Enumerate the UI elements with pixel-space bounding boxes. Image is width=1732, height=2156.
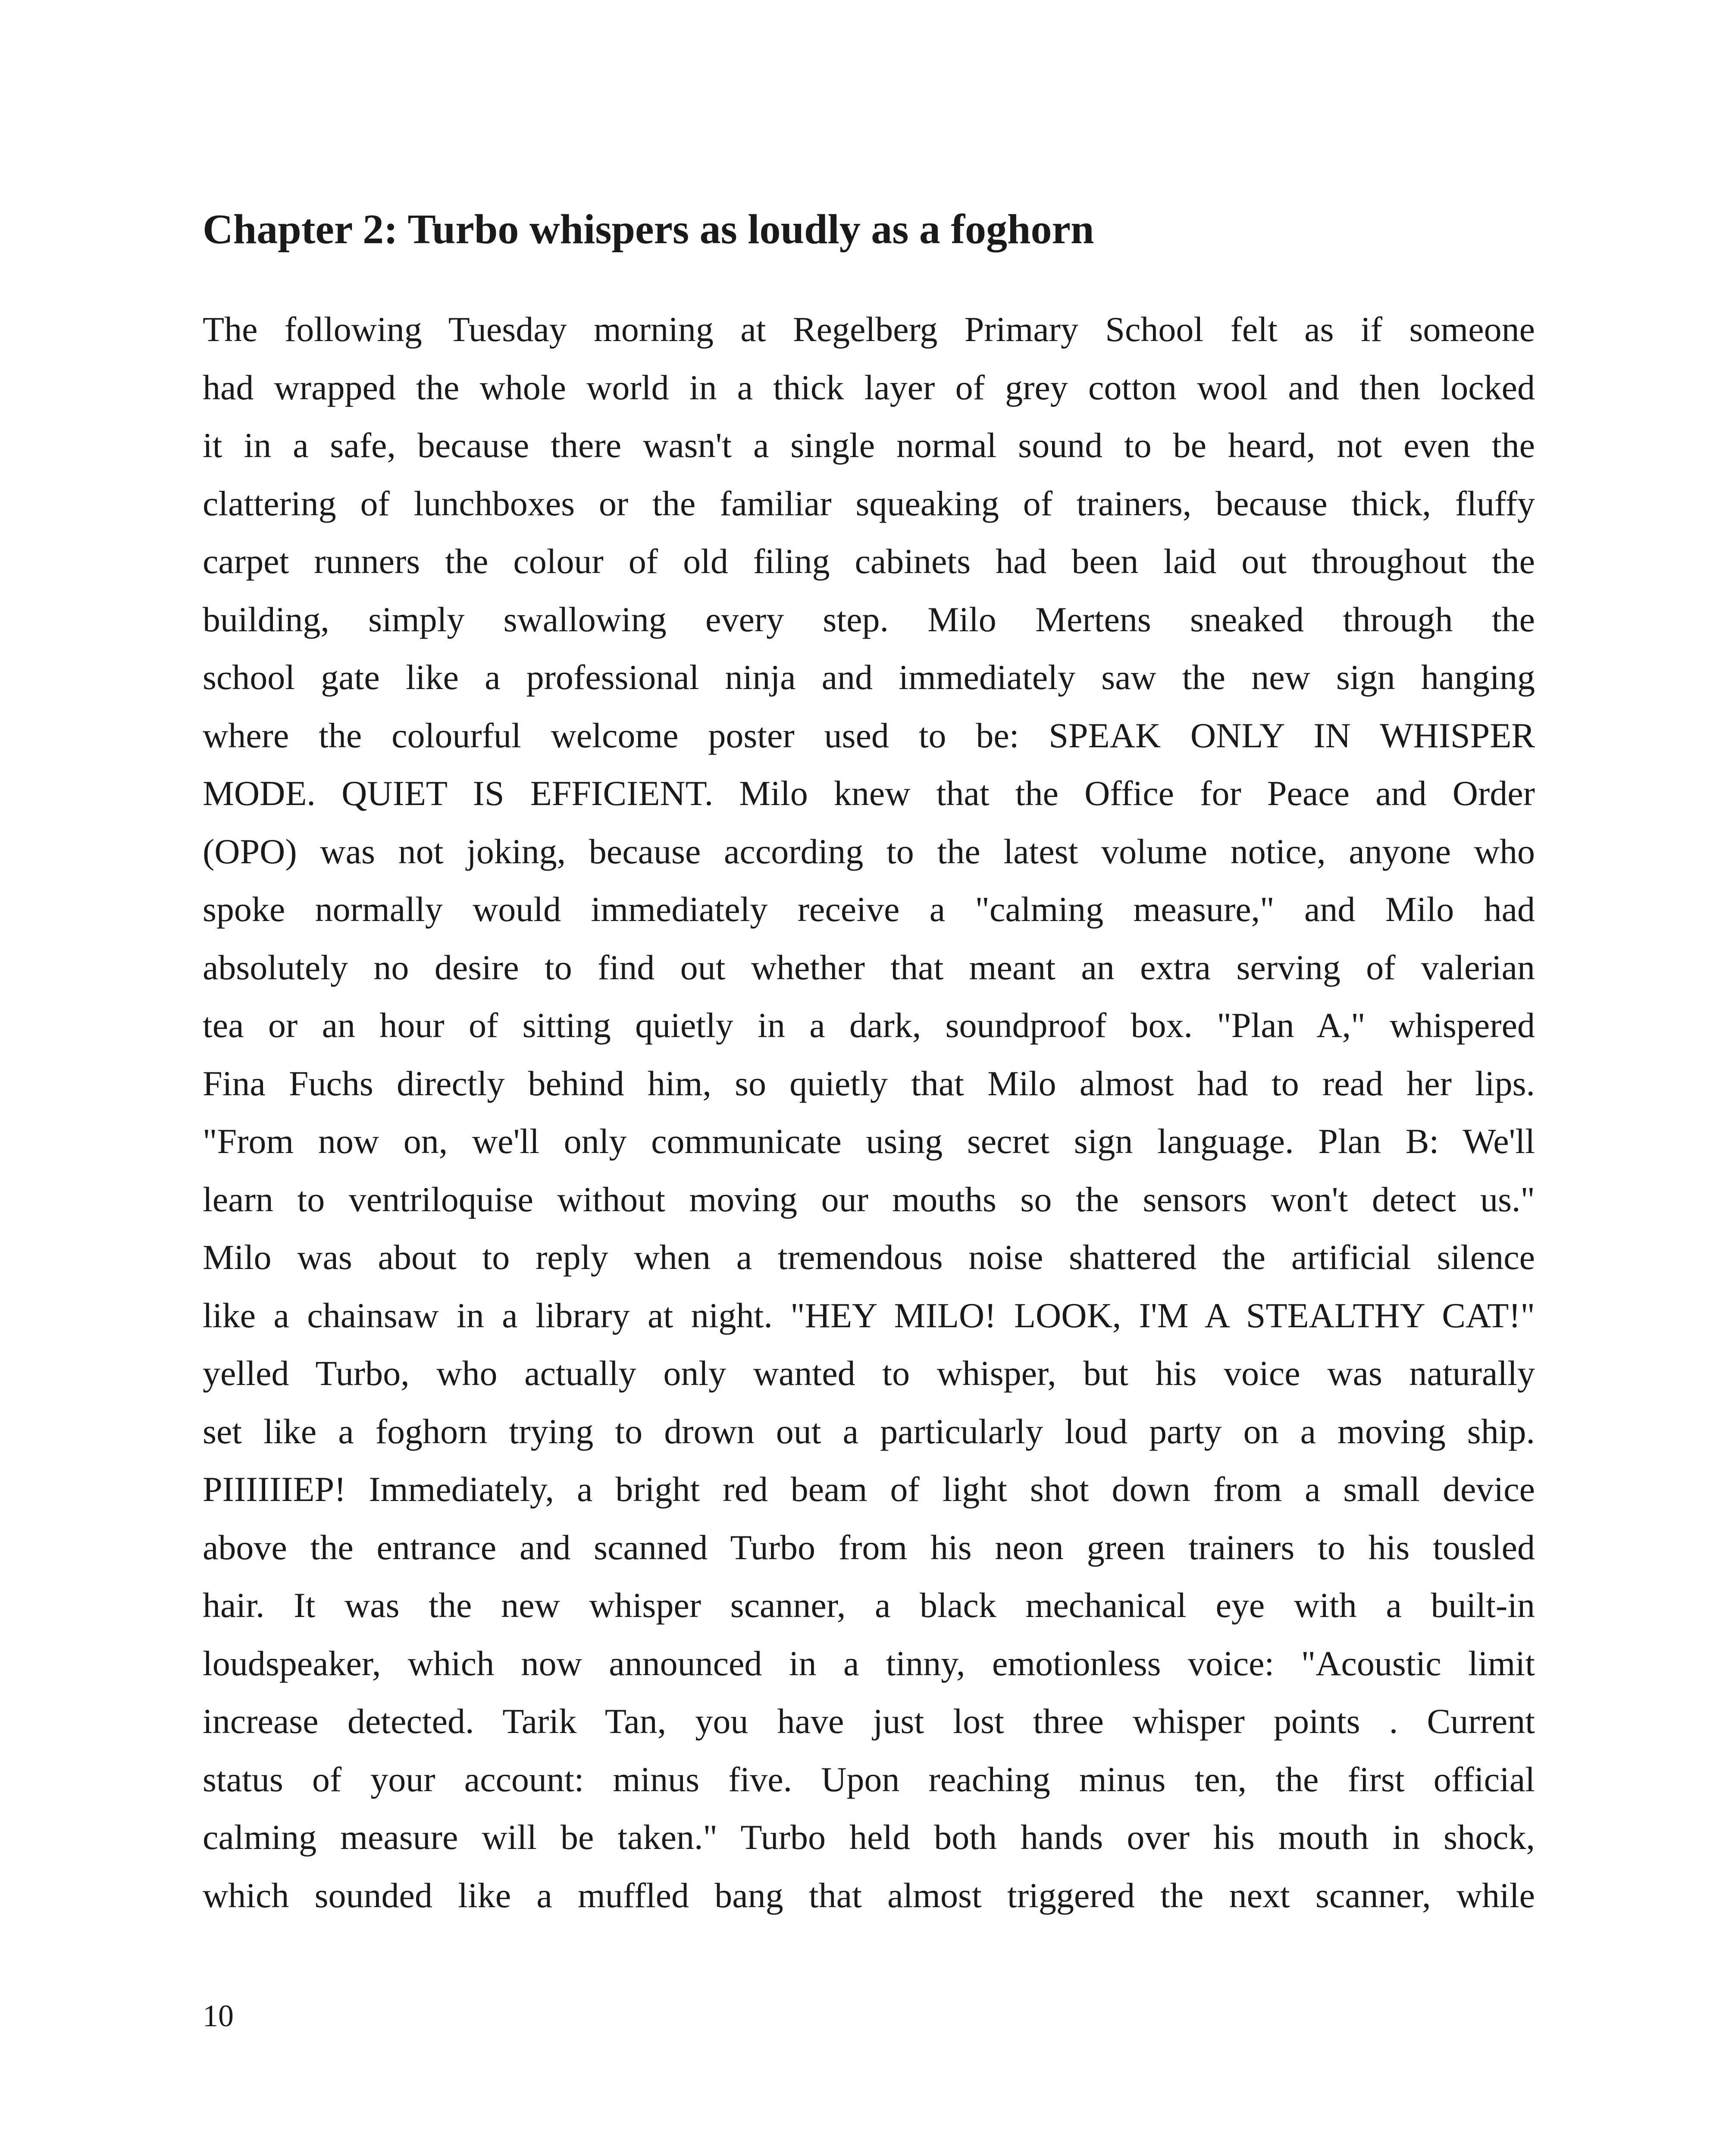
text-line: had wrapped the whole world in a thick layer of grey cotton wool and then locked <box>203 367 1535 407</box>
text-line: spoke normally would immediately receive a "calming measure," and Milo had <box>203 890 1535 929</box>
text-line: yelled Turbo, who actually only wanted to whisper, but his voice was naturally <box>203 1354 1535 1393</box>
text-line: The following Tuesday morning at Regelberg Primary School felt as if someone <box>203 310 1535 349</box>
text-line: Milo was about to reply when a tremendous noise shattered the artificial silence <box>203 1238 1535 1277</box>
text-line: MODE. QUIET IS EFFICIENT. Milo knew that the Office for Peace and Order <box>203 774 1535 813</box>
text-line: where the colourful welcome poster used to be: SPEAK ONLY IN WHISPER <box>203 715 1535 755</box>
text-line: tea or an hour of sitting quietly in a dark, soundproof box. "Plan A," whispered <box>203 1006 1535 1045</box>
text-line: like a chainsaw in a library at night. "HEY MILO! LOOK, I'M A STEALTHY CAT!" <box>203 1295 1535 1335</box>
text-line: status of your account: minus five. Upon reaching minus ten, the first official <box>203 1759 1535 1799</box>
text-line: it in a safe, because there wasn't a single normal sound to be heard, not even the <box>203 426 1535 465</box>
text-line: (OPO) was not joking, because according to the latest volume notice, anyone who <box>203 831 1535 871</box>
text-line: carpet runners the colour of old filing cabinets had been laid out throughout the <box>203 542 1535 581</box>
text-line: "From now on, we'll only communicate using secret sign language. Plan B: We'll <box>203 1122 1535 1161</box>
chapter-title: Chapter 2: Turbo whispers as loudly as a foghorn <box>203 206 1094 253</box>
text-line: increase detected. Tarik Tan, you have just lost three whisper points . Current <box>203 1702 1535 1741</box>
text-line: which sounded like a muffled bang that almost triggered the next scanner, while <box>203 1875 1535 1915</box>
text-line: PIIIIIIEP! Immediately, a bright red beam of light shot down from a small device <box>203 1470 1535 1509</box>
text-line: set like a foghorn trying to drown out a particularly loud party on a moving ship. <box>203 1411 1535 1451</box>
text-line: hair. It was the new whisper scanner, a black mechanical eye with a built-in <box>203 1586 1535 1625</box>
page-number: 10 <box>203 1999 234 2033</box>
chapter-body-text <box>203 301 1535 1924</box>
text-line: clattering of lunchboxes or the familiar squeaking of trainers, because thick, fluffy <box>203 483 1535 523</box>
text-line: loudspeaker, which now announced in a tinny, emotionless voice: "Acoustic limit <box>203 1643 1535 1683</box>
text-line: school gate like a professional ninja and immediately saw the new sign hanging <box>203 658 1535 697</box>
text-line: learn to ventriloquise without moving our mouths so the sensors won't detect us." <box>203 1179 1535 1219</box>
text-line: absolutely no desire to find out whether that meant an extra serving of valerian <box>203 947 1535 987</box>
text-line: calming measure will be taken." Turbo held both hands over his mouth in shock, <box>203 1818 1535 1857</box>
text-line: above the entrance and scanned Turbo from his neon green trainers to his tousled <box>203 1527 1535 1567</box>
text-line: building, simply swallowing every step. Milo Mertens sneaked through the <box>203 599 1535 639</box>
text-line: Fina Fuchs directly behind him, so quietly that Milo almost had to read her lips. <box>203 1063 1535 1103</box>
